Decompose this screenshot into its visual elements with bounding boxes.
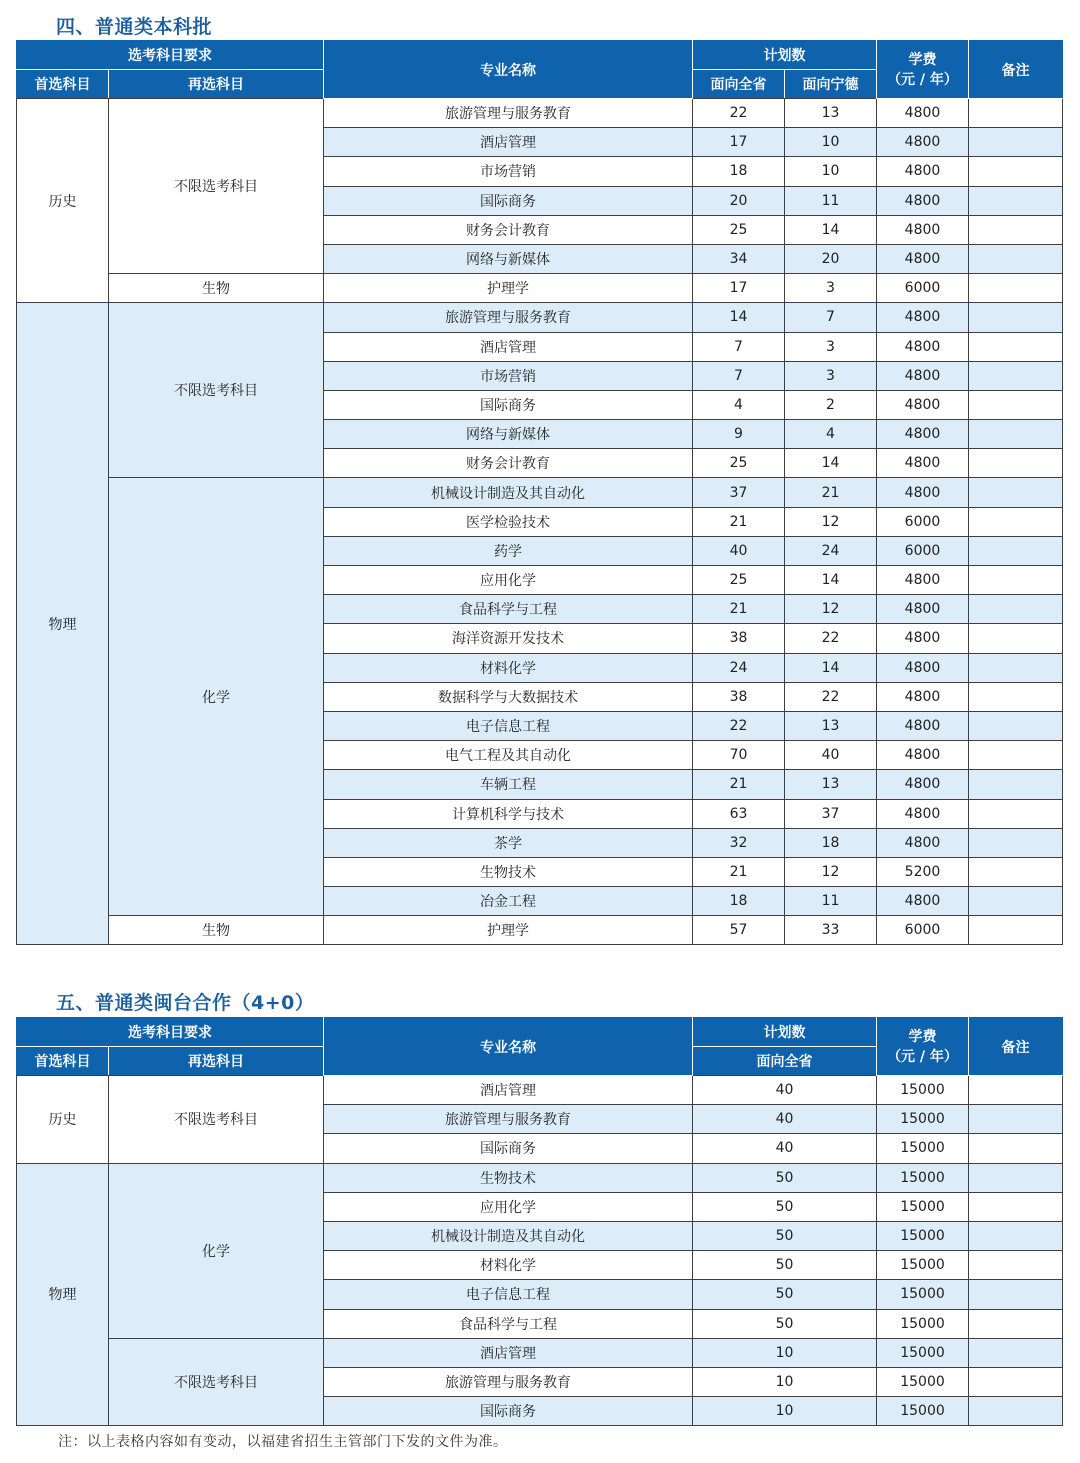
major-cell: 生物技术	[324, 857, 693, 886]
ningde-cell: 20	[785, 244, 877, 273]
remark-cell	[969, 478, 1063, 507]
fee-cell: 15000	[877, 1105, 969, 1134]
header-subject-requirement: 选考科目要求	[17, 1018, 324, 1047]
first-subject-cell: 历史	[17, 1076, 109, 1164]
remark-cell	[969, 99, 1063, 128]
remark-cell	[969, 828, 1063, 857]
fee-cell: 4800	[877, 887, 969, 916]
fee-cell: 15000	[877, 1338, 969, 1367]
header-ningde: 面向宁德	[785, 70, 877, 99]
ningde-cell: 7	[785, 303, 877, 332]
fee-cell: 4800	[877, 303, 969, 332]
province-cell: 50	[693, 1309, 877, 1338]
province-cell: 37	[693, 478, 785, 507]
second-subject-cell: 不限选考科目	[109, 1076, 324, 1164]
major-cell: 网络与新媒体	[324, 420, 693, 449]
remark-cell	[969, 1397, 1063, 1426]
fee-cell: 4800	[877, 420, 969, 449]
ningde-cell: 40	[785, 741, 877, 770]
table-row	[17, 478, 1063, 507]
ningde-cell: 14	[785, 449, 877, 478]
province-cell: 50	[693, 1280, 877, 1309]
province-cell: 7	[693, 332, 785, 361]
major-cell: 机械设计制造及其自动化	[324, 1221, 693, 1250]
second-subject-cell: 生物	[109, 274, 324, 303]
province-cell: 22	[693, 99, 785, 128]
remark-cell	[969, 390, 1063, 419]
first-subject-cell: 物理	[17, 303, 109, 945]
fee-cell: 15000	[877, 1163, 969, 1192]
fee-cell: 15000	[877, 1134, 969, 1163]
remark-cell	[969, 887, 1063, 916]
major-cell: 海洋资源开发技术	[324, 624, 693, 653]
remark-cell	[969, 420, 1063, 449]
remark-cell	[969, 711, 1063, 740]
province-cell: 38	[693, 624, 785, 653]
province-cell: 17	[693, 274, 785, 303]
major-cell: 国际商务	[324, 1134, 693, 1163]
province-cell: 20	[693, 186, 785, 215]
major-cell: 国际商务	[324, 1397, 693, 1426]
remark-cell	[969, 361, 1063, 390]
remark-cell	[969, 916, 1063, 945]
major-cell: 旅游管理与服务教育	[324, 1105, 693, 1134]
province-cell: 40	[693, 1134, 877, 1163]
major-cell: 电子信息工程	[324, 711, 693, 740]
major-cell: 电子信息工程	[324, 1280, 693, 1309]
fee-cell: 4800	[877, 741, 969, 770]
province-cell: 4	[693, 390, 785, 419]
header-plan: 计划数	[693, 1018, 877, 1047]
remark-cell	[969, 244, 1063, 273]
remark-cell	[969, 1105, 1063, 1134]
fee-cell: 4800	[877, 478, 969, 507]
fee-cell: 4800	[877, 186, 969, 215]
major-cell: 生物技术	[324, 1163, 693, 1192]
table-row	[17, 303, 1063, 332]
major-cell: 酒店管理	[324, 1338, 693, 1367]
fee-cell: 4800	[877, 711, 969, 740]
fee-cell: 4800	[877, 653, 969, 682]
province-cell: 17	[693, 128, 785, 157]
major-cell: 财务会计教育	[324, 215, 693, 244]
remark-cell	[969, 274, 1063, 303]
ningde-cell: 14	[785, 215, 877, 244]
ningde-cell: 12	[785, 857, 877, 886]
ningde-cell: 10	[785, 128, 877, 157]
major-cell: 冶金工程	[324, 887, 693, 916]
province-cell: 50	[693, 1163, 877, 1192]
fee-cell: 5200	[877, 857, 969, 886]
fee-cell: 15000	[877, 1367, 969, 1396]
major-cell: 茶学	[324, 828, 693, 857]
remark-cell	[969, 128, 1063, 157]
province-cell: 21	[693, 595, 785, 624]
major-cell: 电气工程及其自动化	[324, 741, 693, 770]
fee-cell: 15000	[877, 1397, 969, 1426]
major-cell: 市场营销	[324, 361, 693, 390]
fee-cell: 15000	[877, 1280, 969, 1309]
province-cell: 38	[693, 682, 785, 711]
major-cell: 食品科学与工程	[324, 1309, 693, 1338]
remark-cell	[969, 1163, 1063, 1192]
remark-cell	[969, 536, 1063, 565]
fee-cell: 15000	[877, 1309, 969, 1338]
fee-cell: 15000	[877, 1076, 969, 1105]
ningde-cell: 4	[785, 420, 877, 449]
table-row	[17, 274, 1063, 303]
taiwan-cooperation-table	[16, 1017, 1063, 1426]
fee-cell: 4800	[877, 770, 969, 799]
remark-cell	[969, 1251, 1063, 1280]
remark-cell	[969, 857, 1063, 886]
major-cell: 车辆工程	[324, 770, 693, 799]
remark-cell	[969, 1076, 1063, 1105]
first-subject-cell: 物理	[17, 1163, 109, 1426]
fee-cell: 4800	[877, 566, 969, 595]
second-subject-cell: 不限选考科目	[109, 1338, 324, 1426]
fee-cell: 4800	[877, 361, 969, 390]
major-cell: 酒店管理	[324, 128, 693, 157]
province-cell: 24	[693, 653, 785, 682]
major-cell: 国际商务	[324, 390, 693, 419]
ningde-cell: 13	[785, 99, 877, 128]
major-cell: 材料化学	[324, 1251, 693, 1280]
second-subject-cell: 不限选考科目	[109, 303, 324, 478]
province-cell: 40	[693, 1076, 877, 1105]
section-4-title: 四、普通类本科批	[56, 16, 213, 38]
province-cell: 14	[693, 303, 785, 332]
remark-cell	[969, 186, 1063, 215]
province-cell: 9	[693, 420, 785, 449]
fee-cell: 4800	[877, 332, 969, 361]
province-cell: 25	[693, 449, 785, 478]
major-cell: 计算机科学与技术	[324, 799, 693, 828]
province-cell: 25	[693, 215, 785, 244]
header-first-subject: 首选科目	[17, 1047, 109, 1076]
table-row	[17, 1338, 1063, 1367]
province-cell: 50	[693, 1251, 877, 1280]
fee-cell: 4800	[877, 449, 969, 478]
header-major: 专业名称	[324, 41, 693, 99]
fee-cell: 4800	[877, 244, 969, 273]
header-second-subject: 再选科目	[109, 70, 324, 99]
second-subject-cell: 化学	[109, 1163, 324, 1338]
ningde-cell: 13	[785, 711, 877, 740]
remark-cell	[969, 770, 1063, 799]
header-fee-unit: （元 / 年）	[887, 71, 958, 88]
remark-cell	[969, 741, 1063, 770]
province-cell: 70	[693, 741, 785, 770]
remark-cell	[969, 1192, 1063, 1221]
fee-cell: 15000	[877, 1192, 969, 1221]
ningde-cell: 14	[785, 653, 877, 682]
major-cell: 材料化学	[324, 653, 693, 682]
province-cell: 21	[693, 507, 785, 536]
undergrad-plan-table	[16, 40, 1063, 945]
ningde-cell: 3	[785, 274, 877, 303]
table-row	[17, 916, 1063, 945]
province-cell: 50	[693, 1221, 877, 1250]
remark-cell	[969, 1367, 1063, 1396]
province-cell: 18	[693, 157, 785, 186]
remark-cell	[969, 332, 1063, 361]
ningde-cell: 13	[785, 770, 877, 799]
remark-cell	[969, 799, 1063, 828]
header-remark: 备注	[969, 1018, 1063, 1076]
fee-cell: 4800	[877, 390, 969, 419]
fee-cell: 4800	[877, 99, 969, 128]
fee-cell: 4800	[877, 595, 969, 624]
ningde-cell: 14	[785, 566, 877, 595]
table-row	[17, 99, 1063, 128]
fee-cell: 6000	[877, 507, 969, 536]
ningde-cell: 24	[785, 536, 877, 565]
province-cell: 34	[693, 244, 785, 273]
fee-cell: 4800	[877, 157, 969, 186]
major-cell: 旅游管理与服务教育	[324, 1367, 693, 1396]
header-province: 面向全省	[693, 1047, 877, 1076]
ningde-cell: 11	[785, 186, 877, 215]
province-cell: 32	[693, 828, 785, 857]
province-cell: 10	[693, 1367, 877, 1396]
province-cell: 21	[693, 770, 785, 799]
fee-cell: 4800	[877, 215, 969, 244]
major-cell: 市场营销	[324, 157, 693, 186]
province-cell: 18	[693, 887, 785, 916]
remark-cell	[969, 449, 1063, 478]
major-cell: 旅游管理与服务教育	[324, 303, 693, 332]
remark-cell	[969, 653, 1063, 682]
fee-cell: 6000	[877, 916, 969, 945]
province-cell: 21	[693, 857, 785, 886]
remark-cell	[969, 507, 1063, 536]
table-row	[17, 1076, 1063, 1105]
province-cell: 50	[693, 1192, 877, 1221]
province-cell: 10	[693, 1338, 877, 1367]
header-remark: 备注	[969, 41, 1063, 99]
fee-cell: 4800	[877, 799, 969, 828]
ningde-cell: 10	[785, 157, 877, 186]
header-fee	[877, 41, 969, 99]
remark-cell	[969, 566, 1063, 595]
header-second-subject: 再选科目	[109, 1047, 324, 1076]
remark-cell	[969, 624, 1063, 653]
major-cell: 旅游管理与服务教育	[324, 99, 693, 128]
fee-cell: 4800	[877, 828, 969, 857]
province-cell: 10	[693, 1397, 877, 1426]
ningde-cell: 3	[785, 332, 877, 361]
remark-cell	[969, 1134, 1063, 1163]
ningde-cell: 22	[785, 624, 877, 653]
ningde-cell: 11	[785, 887, 877, 916]
table-row	[17, 1163, 1063, 1192]
header-fee-label: 学费	[908, 1028, 937, 1045]
ningde-cell: 37	[785, 799, 877, 828]
header-first-subject: 首选科目	[17, 70, 109, 99]
fee-cell: 4800	[877, 682, 969, 711]
ningde-cell: 33	[785, 916, 877, 945]
province-cell: 40	[693, 1105, 877, 1134]
major-cell: 财务会计教育	[324, 449, 693, 478]
major-cell: 药学	[324, 536, 693, 565]
second-subject-cell: 生物	[109, 916, 324, 945]
province-cell: 25	[693, 566, 785, 595]
footnote: 注：以上表格内容如有变动，以福建省招生主管部门下发的文件为准。	[58, 1434, 508, 1450]
major-cell: 护理学	[324, 274, 693, 303]
major-cell: 应用化学	[324, 1192, 693, 1221]
ningde-cell: 2	[785, 390, 877, 419]
ningde-cell: 18	[785, 828, 877, 857]
major-cell: 国际商务	[324, 186, 693, 215]
remark-cell	[969, 303, 1063, 332]
fee-cell: 15000	[877, 1221, 969, 1250]
major-cell: 酒店管理	[324, 332, 693, 361]
header-fee-label: 学费	[908, 51, 937, 68]
remark-cell	[969, 682, 1063, 711]
ningde-cell: 21	[785, 478, 877, 507]
major-cell: 护理学	[324, 916, 693, 945]
ningde-cell: 12	[785, 595, 877, 624]
remark-cell	[969, 595, 1063, 624]
header-major: 专业名称	[324, 1018, 693, 1076]
major-cell: 数据科学与大数据技术	[324, 682, 693, 711]
fee-cell: 4800	[877, 624, 969, 653]
remark-cell	[969, 1221, 1063, 1250]
fee-cell: 4800	[877, 128, 969, 157]
province-cell: 7	[693, 361, 785, 390]
header-plan: 计划数	[693, 41, 877, 70]
major-cell: 应用化学	[324, 566, 693, 595]
section-5-title: 五、普通类闽台合作（4+0）	[56, 992, 315, 1014]
major-cell: 机械设计制造及其自动化	[324, 478, 693, 507]
ningde-cell: 3	[785, 361, 877, 390]
province-cell: 22	[693, 711, 785, 740]
fee-cell: 15000	[877, 1251, 969, 1280]
major-cell: 酒店管理	[324, 1076, 693, 1105]
header-fee-unit: （元 / 年）	[887, 1048, 958, 1065]
first-subject-cell: 历史	[17, 99, 109, 303]
remark-cell	[969, 1280, 1063, 1309]
province-cell: 40	[693, 536, 785, 565]
header-province: 面向全省	[693, 70, 785, 99]
fee-cell: 6000	[877, 536, 969, 565]
province-cell: 63	[693, 799, 785, 828]
major-cell: 医学检验技术	[324, 507, 693, 536]
remark-cell	[969, 1309, 1063, 1338]
header-fee	[877, 1018, 969, 1076]
ningde-cell: 22	[785, 682, 877, 711]
header-subject-requirement: 选考科目要求	[17, 41, 324, 70]
fee-cell: 6000	[877, 274, 969, 303]
second-subject-cell: 不限选考科目	[109, 99, 324, 274]
second-subject-cell: 化学	[109, 478, 324, 916]
major-cell: 食品科学与工程	[324, 595, 693, 624]
province-cell: 57	[693, 916, 785, 945]
ningde-cell: 12	[785, 507, 877, 536]
remark-cell	[969, 157, 1063, 186]
major-cell: 网络与新媒体	[324, 244, 693, 273]
remark-cell	[969, 1338, 1063, 1367]
remark-cell	[969, 215, 1063, 244]
